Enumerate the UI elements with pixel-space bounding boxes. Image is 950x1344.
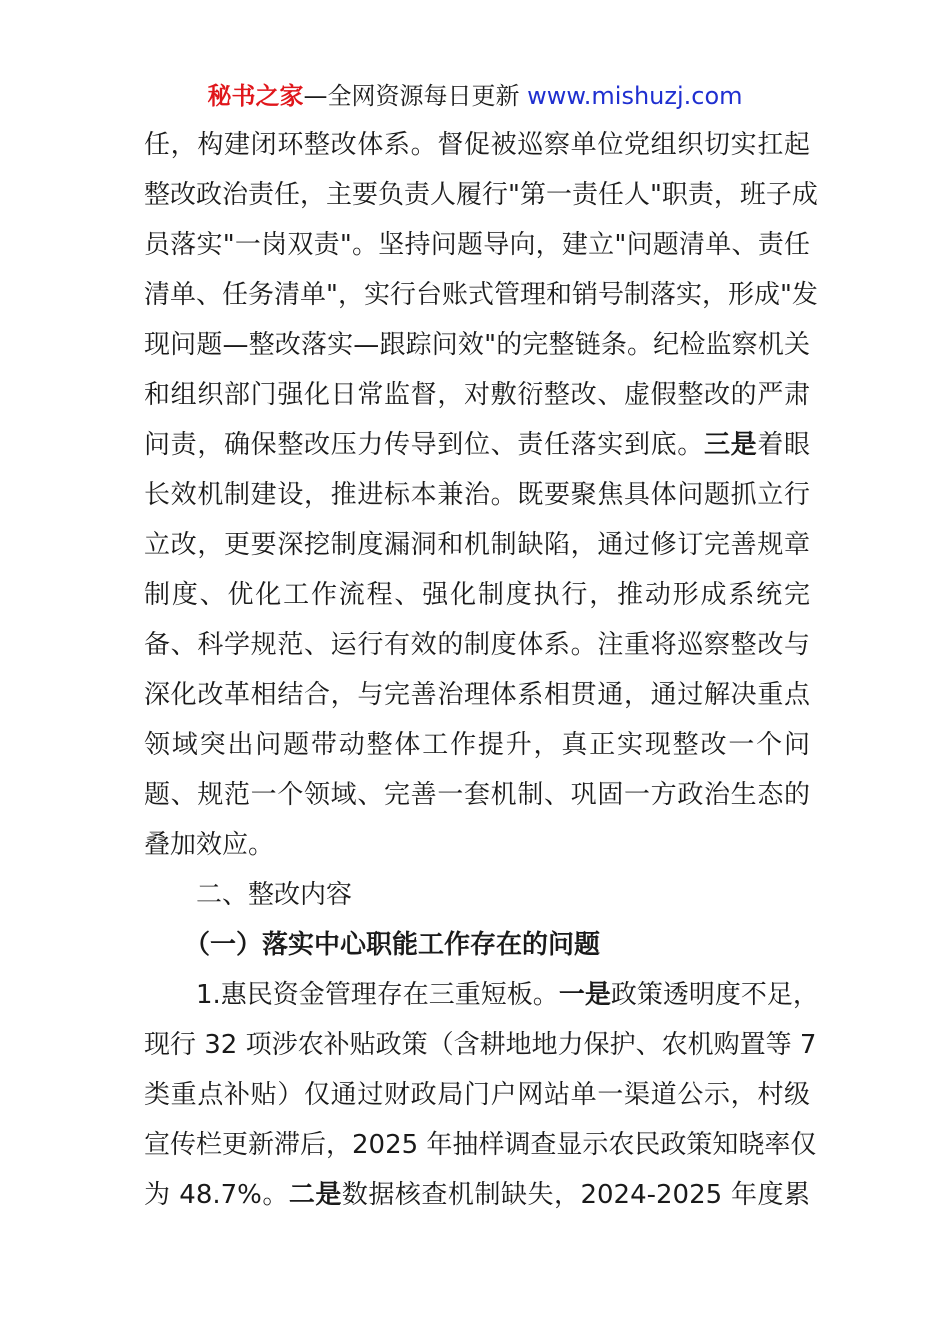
text-run: 政策透明度不足， [610,980,819,1010]
site-tagline: —全网资源每日更新 [303,82,528,110]
paragraph-line: 制度、优化工作流程、强化制度执行，推动形成系统完 [144,580,810,610]
paragraph-line: 宣传栏更新滞后，2025 年抽样调查显示农民政策知晓率仅 [144,1130,817,1160]
bold-marker: 三是 [703,430,758,460]
paragraph-line: 深化改革相结合，与完善治理体系相贯通，通过解决重点 [144,680,810,710]
paragraph-line: 类重点补贴）仅通过财政局门户网站单一渠道公示，村级 [144,1080,810,1110]
bold-marker: 二是 [288,1180,342,1210]
paragraph-line: 和组织部门强化日常监督，对敷衍整改、虚假整改的严肃 [144,380,810,410]
paragraph-line: 清单、任务清单"，实行台账式管理和销号制落实，形成"发 [144,280,818,310]
paragraph-line [144,1170,810,1220]
paragraph-line: 现问题—整改落实—跟踪问效"的完整链条。纪检监察机关 [144,330,810,360]
site-url-link[interactable]: www.mishuzj.com [527,82,743,110]
paragraph-line: 现行 32 项涉农补贴政策（含耕地地力保护、农机购置等 7 [144,1030,817,1060]
section-heading: 二、整改内容 [196,880,353,910]
paragraph-line [144,970,819,1020]
site-brand: 秘书之家 [207,82,304,110]
paragraph-line: 整改政治责任，主要负责人履行"第一责任人"职责，班子成 [144,180,818,210]
paragraph-line: 题、规范一个领域、完善一套机制、巩固一方政治生态的 [144,780,810,810]
paragraph-line: 长效机制建设，推进标本兼治。既要聚焦具体问题抓立行 [144,480,810,510]
text-run: 数据核查机制缺失，2024-2025 年度累 [341,1180,810,1210]
paragraph-line: 员落实"一岗双责"。坚持问题导向，建立"问题清单、责任 [144,230,810,260]
text-run: 为 48.7%。 [144,1180,289,1210]
text-run: 1.惠民资金管理存在三重短板。 [196,980,559,1010]
text-run: 着眼 [757,430,810,460]
document-body [144,120,819,1220]
paragraph-line: 叠加效应。 [144,830,275,860]
bold-marker: 一是 [558,980,611,1010]
paragraph-line: 领域突出问题带动整体工作提升，真正实现整改一个问 [144,730,810,760]
paragraph-line [144,420,810,470]
paragraph-line: 立改，更要深挖制度漏洞和机制缺陷，通过修订完善规章 [144,530,810,560]
paragraph-line: 备、科学规范、运行有效的制度体系。注重将巡察整改与 [144,630,810,660]
subsection-heading: （一）落实中心职能工作存在的问题 [184,930,601,960]
paragraph-line: 任，构建闭环整改体系。督促被巡察单位党组织切实扛起 [144,130,810,160]
site-header [0,80,950,112]
text-run: 问责，确保整改压力传导到位、责任落实到底。 [144,430,704,460]
